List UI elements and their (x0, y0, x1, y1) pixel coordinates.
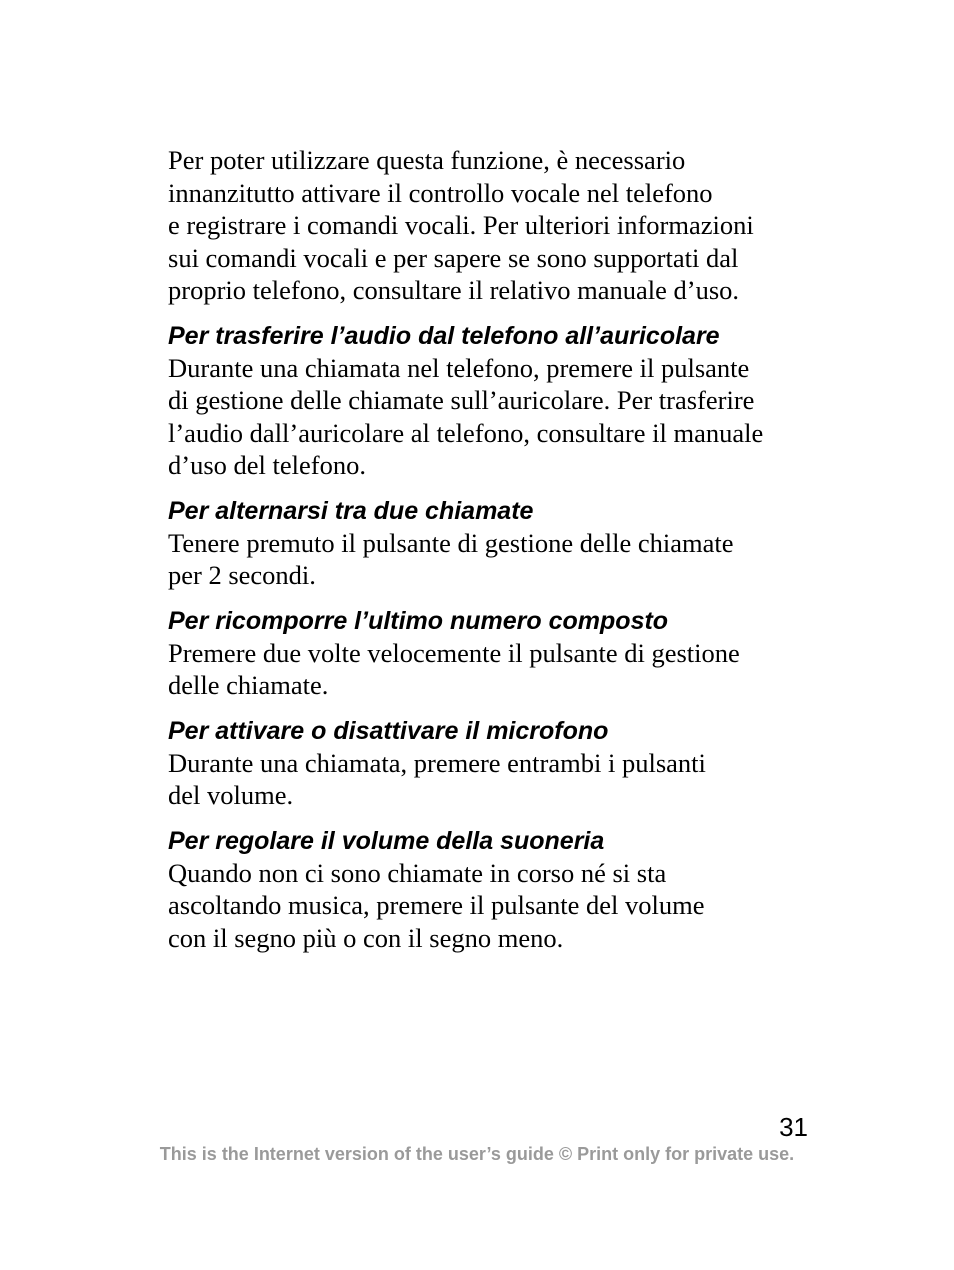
section-heading-microphone: Per attivare o disattivare il microfono (168, 716, 609, 745)
body-line: di gestione delle chiamate sull’auricolare. Per trasferire (168, 385, 755, 415)
section-body-ringtone-volume (168, 857, 828, 955)
body-line: Premere due volte velocemente il pulsante di gestione (168, 637, 740, 668)
section-body-transfer-audio (168, 352, 828, 482)
section-body-microphone (168, 747, 828, 812)
body-line: del volume. (168, 780, 294, 810)
section-heading-switch-calls: Per alternarsi tra due chiamate (168, 496, 534, 525)
intro-line: Per poter utilizzare questa funzione, è necessario (168, 145, 686, 175)
body-line: ascoltando musica, premere il pulsante del volume (168, 890, 705, 920)
intro-line: sui comandi vocali e per sapere se sono supportati dal (168, 242, 739, 273)
body-line: Tenere premuto il pulsante di gestione delle chiamate (168, 527, 734, 558)
footer-notice: This is the Internet version of the user’s guide © Print only for private use. (159, 1144, 795, 1164)
intro-paragraph (168, 144, 828, 307)
intro-line: proprio telefono, consultare il relativo manuale d’uso. (168, 275, 740, 305)
section-body-switch-calls (168, 527, 828, 592)
body-line: l’audio dall’auricolare al telefono, consultare il manuale (168, 417, 764, 448)
body-line: Durante una chiamata, premere entrambi i pulsanti (168, 747, 706, 778)
body-line: Quando non ci sono chiamate in corso né si sta (168, 857, 667, 888)
section-heading-ringtone-volume: Per regolare il volume della suoneria (168, 826, 605, 855)
body-line: per 2 secondi. (168, 560, 316, 590)
body-line: con il segno più o con il segno meno. (168, 922, 564, 953)
body-line: Durante una chiamata nel telefono, premere il pulsante (168, 352, 750, 383)
intro-line: e registrare i comandi vocali. Per ulteriori informazioni (168, 210, 754, 240)
section-heading-transfer-audio: Per trasferire l’audio dal telefono all’auricolare (168, 321, 720, 350)
page-content (168, 144, 828, 954)
section-heading-redial: Per ricomporre l’ultimo numero composto (168, 606, 669, 635)
intro-line: innanzitutto attivare il controllo vocale nel telefono (168, 177, 713, 208)
page-number: 31 (779, 1112, 808, 1142)
body-line: delle chiamate. (168, 670, 329, 700)
body-line: d’uso del telefono. (168, 450, 366, 480)
section-body-redial (168, 637, 828, 702)
